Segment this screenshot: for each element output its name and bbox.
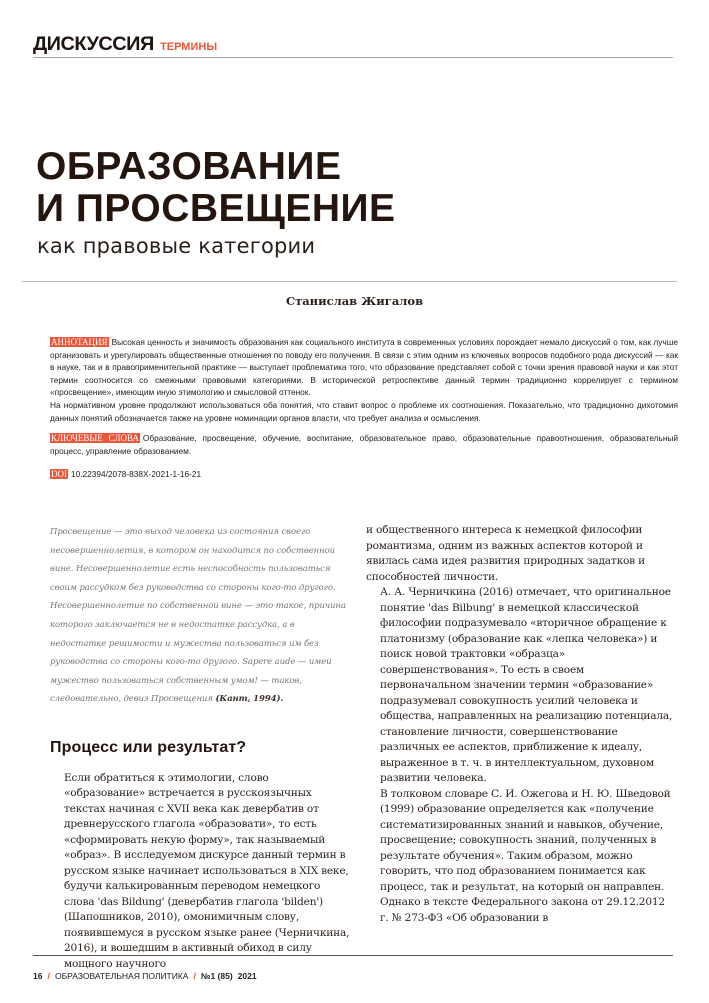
abstract-text-2: На нормативном уровне продолжают использоваться оба понятия, что ставит вопрос о проблеме их соотношения. Показательно, что традиционно дихотомия данных понятий обозначается также на уровне номинации органов власти, что требует анализа и осмысления. [50, 399, 678, 423]
journal-name: ОБРАЗОВАТЕЛЬНАЯ ПОЛИТИКА [54, 971, 189, 981]
abstract [50, 336, 678, 424]
body-right [366, 523, 676, 926]
epigraph [50, 523, 350, 709]
slash-separator-icon: / [193, 971, 196, 981]
keywords-text: Образование, просвещение, обучение, воспитание, образовательное право, образовательные правоотношения, образовательный процесс, управление образованием. [50, 433, 679, 456]
article-title [36, 146, 676, 230]
doi-label: DOI [51, 469, 67, 479]
paragraph: А. А. Черничкина (2016) отмечает, что оригинальное понятие 'das Bilbung' в немецкой классической философии подразумевало «вторичное обращение к платонизму (образование как «лепка человека») и поиск новой трактовки «образца» совершенствования». То есть в своем первоначальном значении термин «образование» подразумевал совокупность усилий человека и общества, направленных на реализацию потенциала, становление личности, совершенствование различных ее аспектов, приближение к идеалу, выраженное в т. ч. в интеллектуальном, духовном развитии человека. [380, 586, 673, 784]
abstract-text: Высокая ценность и значимость образования как социального института в современных условиях порождает немало дискуссий о том, как лучше организовать и урегулировать общественные отношения по поводу его получения. В связи с этим одним из ключевых вопросов подобного рода дискуссий — как в науке, так и в правоприменительной практике — выступает проблематика того, что образование представляет собой с точки зрения правовой науки и как этот термин соотносится со смежными правовыми категориями. В исторической ретроспективе данный термин традиционно коррелирует с термином «просвещение», имеющим иную этимологию и смысловой оттенок. [50, 337, 678, 398]
section-heading: Процесс или результат? [50, 738, 247, 756]
title-line-1: ОБРАЗОВАНИЕ [36, 145, 342, 188]
epigraph-text: Просвещение — это выход человека из состояния своего несовершеннолетия, в котором он находится по собственной вине. Несовершеннолетие есть неспособность пользоваться своим рассудком без руководства со стороны кого-то другого. Несовершеннолетие по собственной вине — это такое, причина которого заключается не в недостатке рассудка, а в недостатке решимости и мужества пользоваться им без руководства со стороны кого-то другого. Sapere aude — имей мужество пользоваться собственным умом! — таков, следовательно, девиз Просвещения [50, 527, 346, 705]
footer-divider [33, 955, 673, 956]
abstract-label: АННОТАЦИЯ [51, 337, 108, 347]
rubric-subtitle: ТЕРМИНЫ [160, 41, 218, 53]
title-line-2: И ПРОСВЕЩЕНИЕ [36, 187, 396, 230]
title-divider [22, 281, 677, 282]
rubric-header [33, 34, 673, 56]
doi [50, 468, 678, 481]
issue-year: 2021 [237, 971, 257, 981]
article-author: Станислав Жигалов [285, 294, 424, 308]
paragraph: Если обратиться к этимологии, слово «образование» встречается в русскоязычных текстах начиная с XVII века как девербатив от древнерусского глагола «образовати», то есть «сформировать некую форму», так называемый «образ». В исследуемом дискурсе данный термин в русском языке начинает использоваться в XIX веке, будучи калькированным переводом немецкого слова 'das Bildung' (девербатив глагола 'bilden') (Шапошников, 2010), омонимичным слову, появившемуся в русском языке ранее (Черничкина, 2016), и вошедшим в активный обиход в силу мощного научного [64, 771, 350, 970]
doi-value[interactable]: 10.22394/2078-838X-2021-1-16-21 [71, 469, 202, 479]
paragraph: В толковом словаре С. И. Ожегова и Н. Ю. Шведовой (1999) образование определяется как «получение систематизированных знаний и навыков, обучение, просвещение; совокупность знаний, полученных в результате обучения». Таким образом, можно говорить, что под образованием понимается как процесс, так и результат, на который он направлен. Однако в тексте Федерального закона от 29.12.2012 г. № 273-ФЗ «Об образовании в [380, 787, 671, 924]
body-left [50, 771, 350, 973]
paragraph: и общественного интереса к немецкой философии романтизма, одним из важных аспектов которой и явилась сама идея развития природных задатков и способностей личности. [366, 524, 645, 583]
left-column [50, 523, 350, 972]
page-number: 16 [33, 971, 43, 981]
issue-number: №1 (85) [200, 971, 233, 981]
right-column [366, 523, 676, 926]
header-divider [33, 57, 673, 58]
article-subtitle: как правовые категории [37, 234, 316, 258]
epigraph-citation: (Кант, 1994). [215, 694, 284, 705]
keywords [50, 432, 678, 457]
slash-separator-icon: / [47, 971, 50, 981]
page-footer [33, 971, 257, 981]
rubric-title: ДИСКУССИЯ [33, 34, 154, 55]
keywords-label: КЛЮЧЕВЫЕ СЛОВА [51, 433, 139, 443]
